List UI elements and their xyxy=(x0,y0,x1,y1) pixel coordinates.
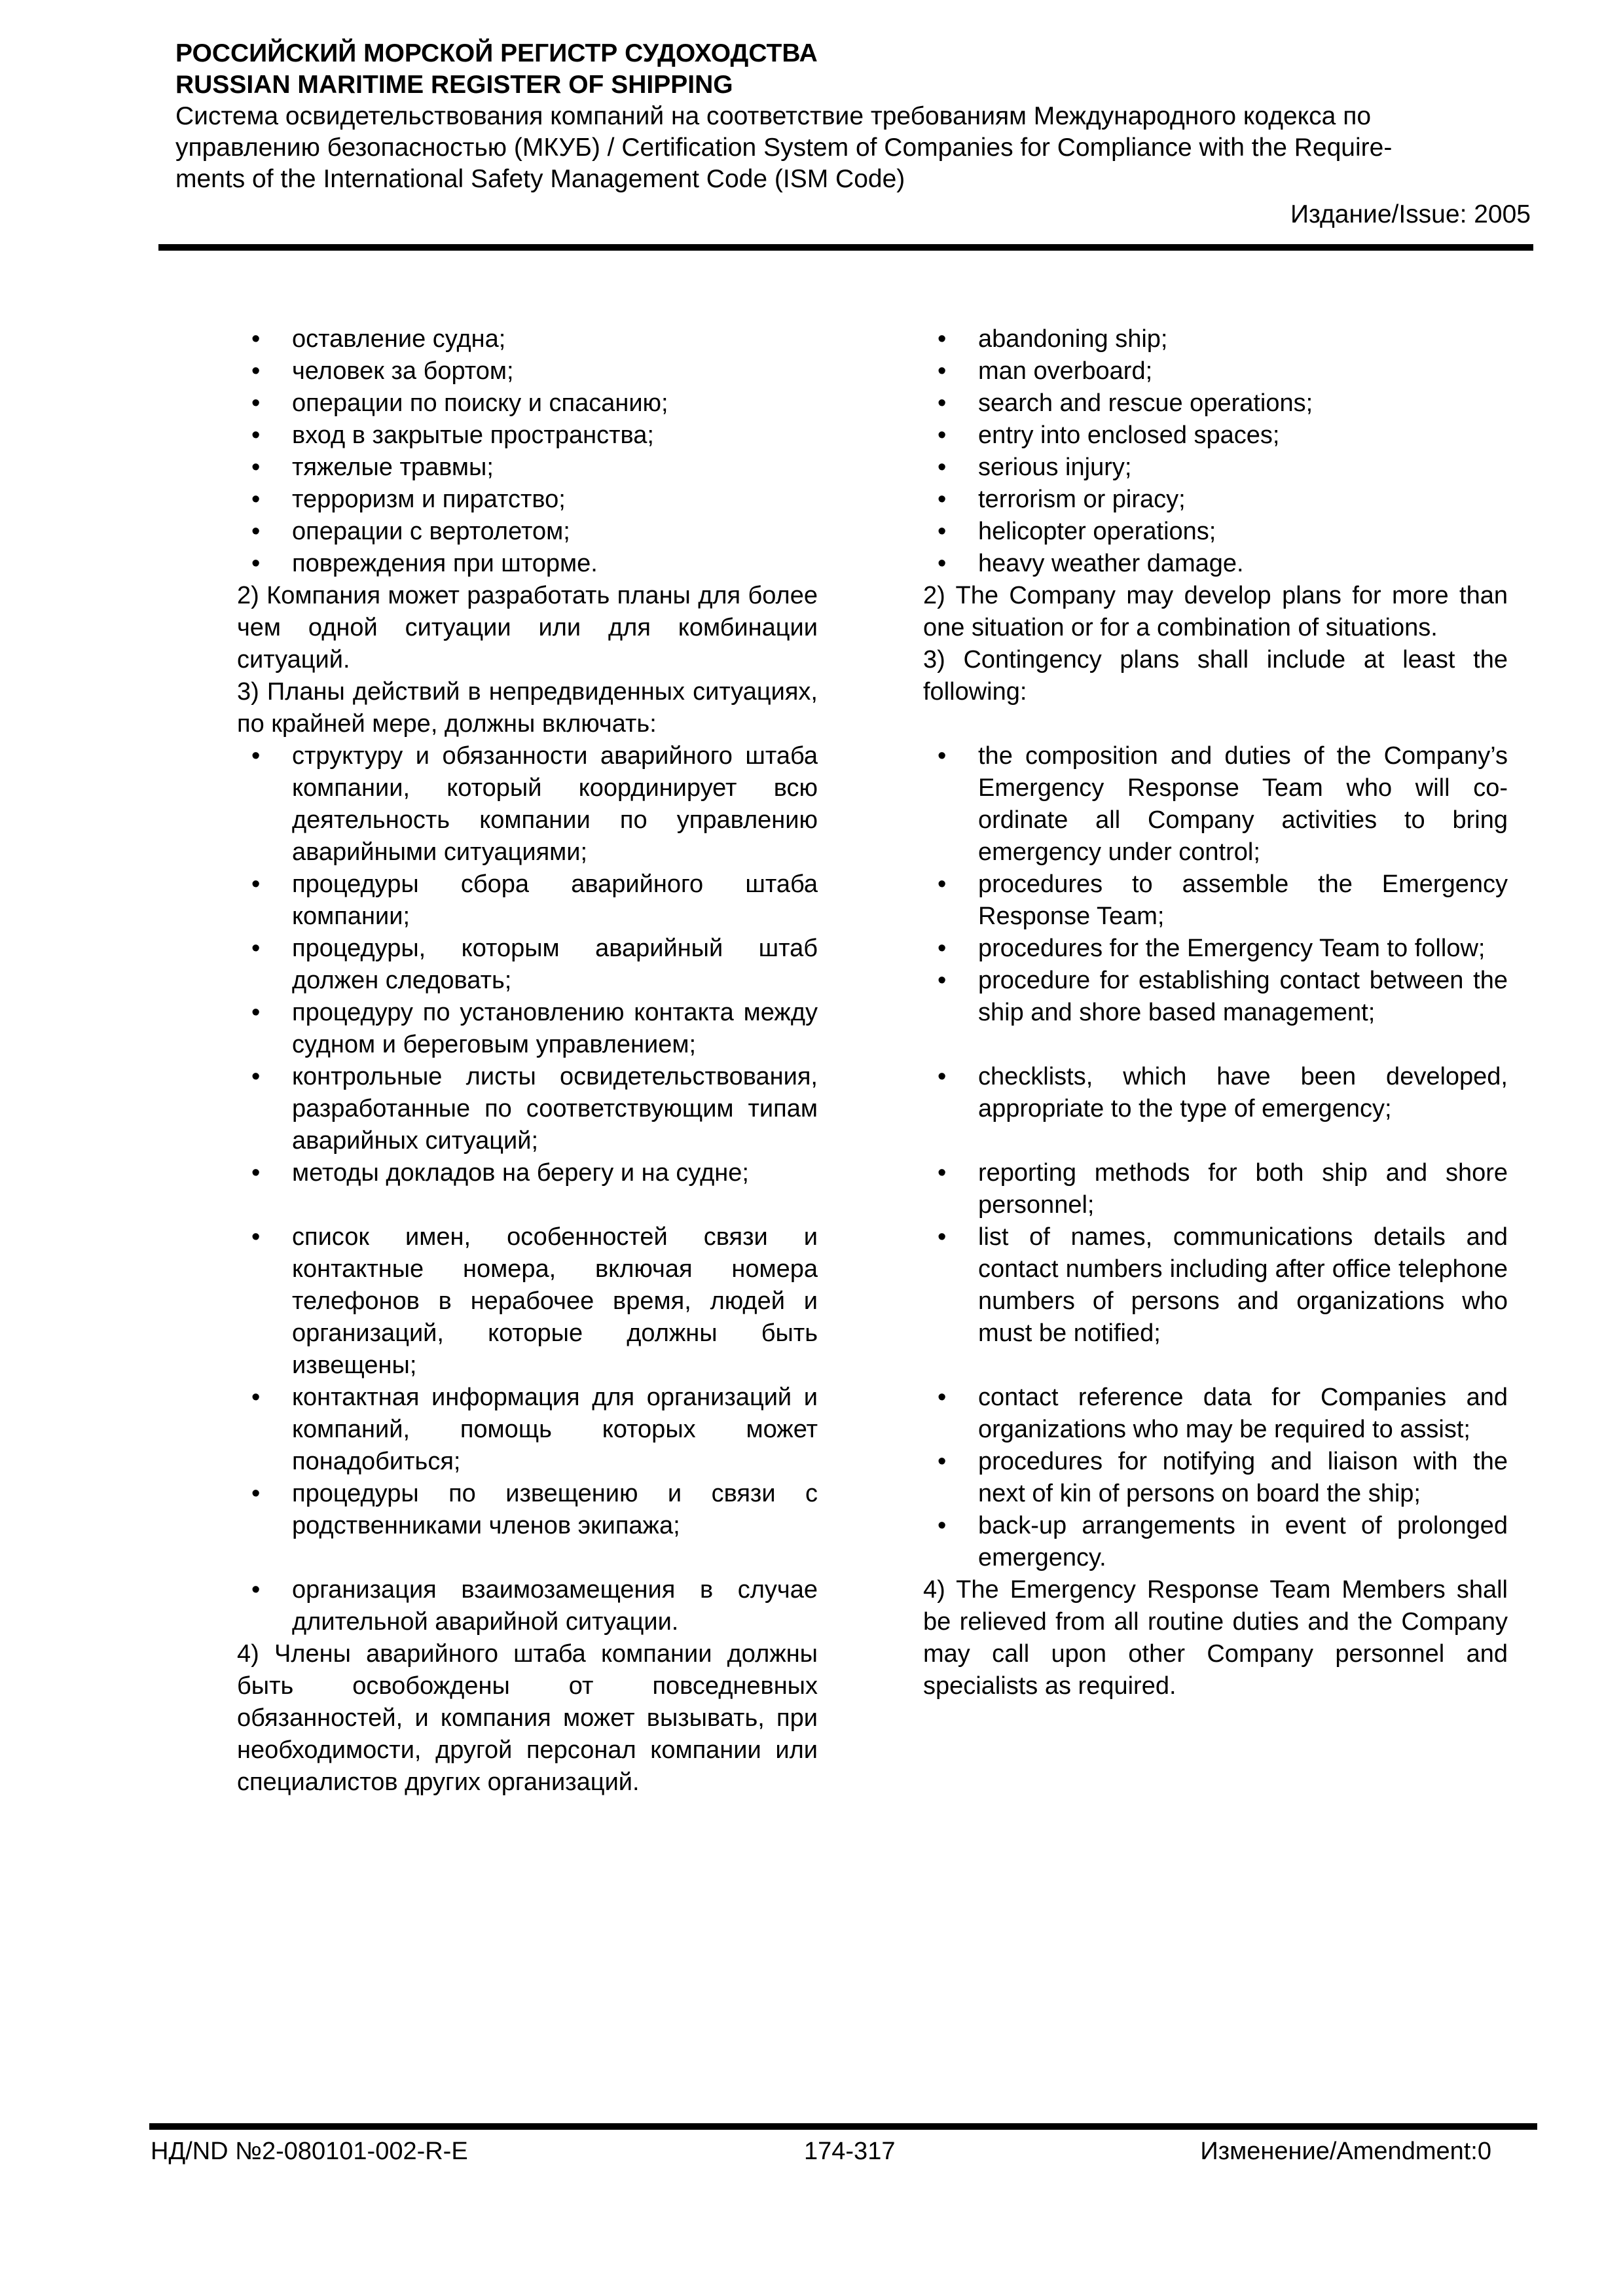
bullet-icon: • xyxy=(251,742,261,770)
list-item: • процедуру по установлению контакта между судном и береговым управлением; xyxy=(237,997,818,1061)
column-english xyxy=(923,323,1508,1702)
list-item: • список имен, особенностей связи и контактные номера, включая номера телефонов в нерабочее время, людей и организаций, которые должны быть извещены; xyxy=(237,1221,818,1382)
amendment-label: Изменение/Amendment:0 xyxy=(1200,2138,1491,2165)
bullet-icon: • xyxy=(938,1223,947,1251)
list-item: • оставление судна; xyxy=(237,323,818,355)
bullet-icon: • xyxy=(938,1448,947,1475)
bullet-icon: • xyxy=(938,870,947,898)
system-title-line-1: Система освидетельствования компаний на соответствие требованиям Международного кодекса по xyxy=(175,102,1372,130)
page-number: 174-317 xyxy=(804,2138,896,2165)
list-item: • search and rescue operations; xyxy=(923,387,1508,420)
bullet-icon: • xyxy=(251,518,261,545)
bullet-icon: • xyxy=(251,1063,261,1090)
plan-contents-list-ru xyxy=(237,740,818,1638)
list-item: • контрольные листы освидетельствования, разработанные по соответствующим типам аварийных ситуаций; xyxy=(237,1061,818,1157)
list-item: • операции по поиску и спасанию; xyxy=(237,387,818,420)
list-item: • методы докладов на берегу и на судне; xyxy=(237,1157,818,1189)
system-title-line-2: управлению безопасностью (МКУБ) / Certification System of Companies for Compliance with the Require- xyxy=(175,134,1393,162)
list-item: • helicopter operations; xyxy=(923,516,1508,548)
list-item: • человек за бортом; xyxy=(237,355,818,387)
bullet-icon: • xyxy=(251,935,261,962)
list-item: • терроризм и пиратство; xyxy=(237,484,818,516)
bullet-icon: • xyxy=(938,1512,947,1539)
bullet-icon: • xyxy=(251,357,261,385)
list-item: • процедуры по извещению и связи с родственниками членов экипажа; xyxy=(237,1478,818,1542)
bullet-icon: • xyxy=(938,1063,947,1090)
list-item: • вход в закрытые пространства; xyxy=(237,420,818,452)
bullet-icon: • xyxy=(938,389,947,417)
paragraph-3-en: 3) Contingency plans shall include at least the following: xyxy=(923,646,1508,706)
bullet-icon: • xyxy=(938,935,947,962)
list-item: • процедуры сбора аварийного штаба компании; xyxy=(237,869,818,933)
bullet-icon: • xyxy=(251,454,261,481)
list-item: • serious injury; xyxy=(923,452,1508,484)
bullet-icon: • xyxy=(938,550,947,577)
situations-list-ru xyxy=(237,323,818,580)
paragraph-2-ru: 2) Компания может разработать планы для более чем одной ситуации или для комбинации ситуаций. xyxy=(237,582,818,673)
bullet-icon: • xyxy=(251,389,261,417)
list-item: • повреждения при шторме. xyxy=(237,548,818,580)
list-item: • тяжелые травмы; xyxy=(237,452,818,484)
list-item: • операции с вертолетом; xyxy=(237,516,818,548)
list-item: • procedures to assemble the Emergency Response Team; xyxy=(923,869,1508,933)
bullet-icon: • xyxy=(251,486,261,513)
list-item: • terrorism or piracy; xyxy=(923,484,1508,516)
bullet-icon: • xyxy=(938,1384,947,1411)
bullet-icon: • xyxy=(251,1384,261,1411)
paragraph-3-ru: 3) Планы действий в непредвиденных ситуациях, по крайней мере, должны включать: xyxy=(237,678,818,738)
list-item: • entry into enclosed spaces; xyxy=(923,420,1508,452)
issue-label: Издание/Issue: 2005 xyxy=(1290,200,1531,228)
list-item: • организация взаимозамещения в случае длительной аварийной ситуации. xyxy=(237,1574,818,1638)
list-item: • reporting methods for both ship and shore personnel; xyxy=(923,1157,1508,1221)
bullet-icon: • xyxy=(251,325,261,353)
bullet-icon: • xyxy=(251,1223,261,1251)
bullet-icon: • xyxy=(938,454,947,481)
bullet-icon: • xyxy=(251,870,261,898)
list-item: • list of names, communications details and contact numbers including after office telephone numbers of persons and organizations who must be notified; xyxy=(923,1221,1508,1350)
bullet-icon: • xyxy=(251,999,261,1026)
bullet-icon: • xyxy=(251,422,261,449)
paragraph-2-en: 2) The Company may develop plans for more than one situation or for a combination of situations. xyxy=(923,582,1508,641)
paragraph-4-ru: 4) Члены аварийного штаба компании должны быть освобождены от повседневных обязанностей, и компания может вызывать, при необходимости, другой персонал компании или специалистов других организаций. xyxy=(237,1640,818,1796)
list-item: • contact reference data for Companies and organizations who may be required to assist; xyxy=(923,1382,1508,1446)
bullet-icon: • xyxy=(938,325,947,353)
list-item: • procedures for notifying and liaison with the next of kin of persons on board the ship; xyxy=(923,1446,1508,1510)
system-title-line-3: ments of the International Safety Management Code (ISM Code) xyxy=(175,165,905,193)
register-title-ru: РОССИЙСКИЙ МОРСКОЙ РЕГИСТР СУДОХОДСТВА xyxy=(175,39,818,67)
register-title-en: RUSSIAN MARITIME REGISTER OF SHIPPING xyxy=(175,71,733,99)
paragraph-4-en: 4) The Emergency Response Team Members shall be relieved from all routine duties and the Company may call upon other Company personnel and specialists as required. xyxy=(923,1576,1508,1700)
bullet-icon: • xyxy=(938,1159,947,1187)
list-item: • процедуры, которым аварийный штаб должен следовать; xyxy=(237,933,818,997)
list-item: • procedure for establishing contact between the ship and shore based management; xyxy=(923,965,1508,1029)
list-item: • контактная информация для организаций и компаний, помощь которых может понадобиться; xyxy=(237,1382,818,1478)
bullet-icon: • xyxy=(938,357,947,385)
bullet-icon: • xyxy=(251,1576,261,1604)
document-number: НД/ND №2-080101-002-R-E xyxy=(151,2138,468,2165)
column-russian xyxy=(237,323,818,1799)
bullet-icon: • xyxy=(938,422,947,449)
list-item: • man overboard; xyxy=(923,355,1508,387)
list-item: • структуру и обязанности аварийного штаба компании, который координирует всю деятельность компании по управлению аварийными ситуациями; xyxy=(237,740,818,869)
bullet-icon: • xyxy=(251,1159,261,1187)
list-item: • the composition and duties of the Company’s Emergency Response Team who will co-ordinate all Company activities to bring emergency under control; xyxy=(923,740,1508,869)
page-header xyxy=(175,38,1531,230)
header-rule xyxy=(158,244,1533,251)
bullet-icon: • xyxy=(251,1480,261,1507)
list-item: • checklists, which have been developed, appropriate to the type of emergency; xyxy=(923,1061,1508,1125)
list-item: • procedures for the Emergency Team to follow; xyxy=(923,933,1508,965)
bullet-icon: • xyxy=(938,486,947,513)
bullet-icon: • xyxy=(251,550,261,577)
list-item: • abandoning ship; xyxy=(923,323,1508,355)
bullet-icon: • xyxy=(938,967,947,994)
list-item: • back-up arrangements in event of prolonged emergency. xyxy=(923,1510,1508,1574)
footer-rule xyxy=(149,2123,1537,2130)
bullet-icon: • xyxy=(938,518,947,545)
situations-list-en xyxy=(923,323,1508,580)
bullet-icon: • xyxy=(938,742,947,770)
plan-contents-list-en xyxy=(923,740,1508,1574)
list-item: • heavy weather damage. xyxy=(923,548,1508,580)
